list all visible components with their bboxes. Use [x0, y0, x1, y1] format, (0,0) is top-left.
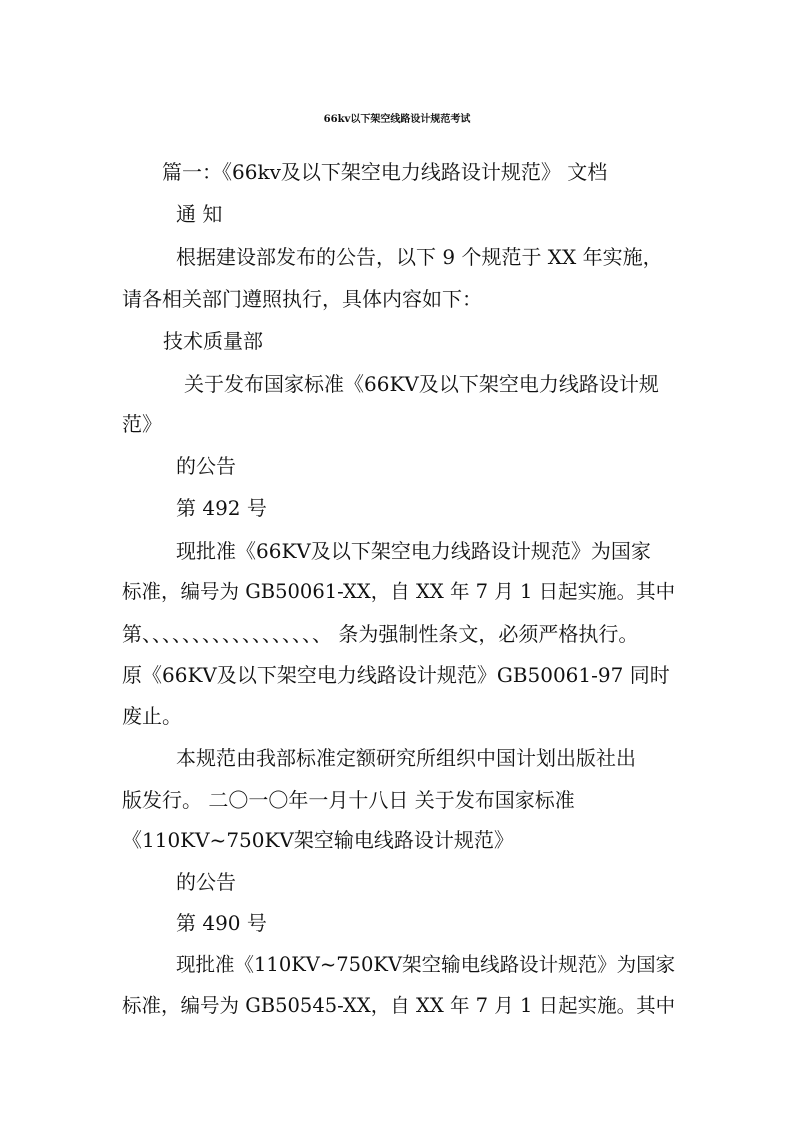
document-line: 通 知	[176, 202, 223, 226]
document-line: 第、、、、、、、、、、、、、、、、、、 条为强制性条文，必须严格执行。	[122, 622, 639, 646]
document-line: 的公告	[176, 454, 236, 478]
document-title: 66kv以下架空线路设计规范考试	[323, 114, 471, 125]
document-line: 篇一：《66kv及以下架空电力线路设计规范》 文档	[162, 160, 608, 184]
document-line: 《110KV~750KV架空输电线路设计规范》	[122, 828, 514, 852]
document-line: 关于发布国家标准《66KV及以下架空电力线路设计规	[184, 372, 659, 396]
document-line: 第 490 号	[176, 911, 267, 935]
document-line: 本规范由我部标准定额研究所组织中国计划出版社出	[176, 746, 636, 770]
document-line: 根据建设部发布的公告，以下 9 个规范于 XX 年实施，	[176, 245, 663, 269]
document-line: 现批准《66KV及以下架空电力线路设计规范》为国家	[176, 539, 651, 563]
document-line: 技术质量部	[163, 329, 263, 353]
document-line: 的公告	[176, 870, 236, 894]
document-line: 请各相关部门遵照执行，具体内容如下：	[122, 287, 482, 311]
document-line: 标准，编号为 GB50545-XX，自 XX 年 7 月 1 日起实施。其中	[122, 994, 676, 1017]
document-line: 现批准《110KV~750KV架空输电线路设计规范》为国家	[176, 953, 676, 976]
document-line: 版发行。 二〇一〇年一月十八日 关于发布国家标准	[122, 788, 575, 812]
document-line: 原《66KV及以下架空电力线路设计规范》GB50061-97 同时	[122, 663, 670, 687]
document-line: 第 492 号	[176, 496, 267, 520]
document-line: 范》	[122, 412, 162, 436]
document-line: 标准，编号为 GB50061-XX，自 XX 年 7 月 1 日起实施。其中	[122, 580, 676, 603]
document-line: 废止。	[122, 704, 182, 728]
